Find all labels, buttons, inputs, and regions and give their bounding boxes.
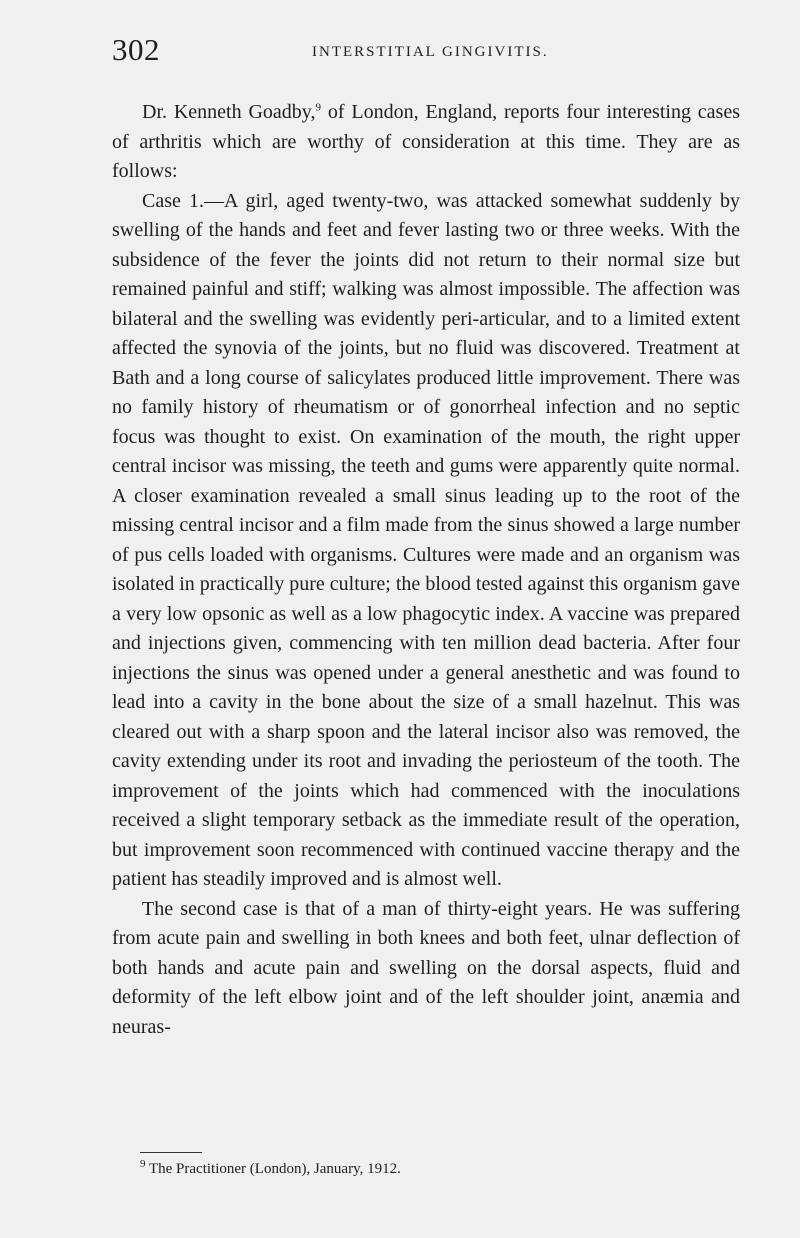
page-header bbox=[112, 34, 732, 74]
body-text bbox=[112, 98, 740, 1042]
footnote-text: The Practitioner (London), January, 1912. bbox=[148, 1161, 401, 1177]
footnote-marker: 9 bbox=[140, 1158, 146, 1170]
paragraph-case-1: Case 1.—A girl, aged twenty-two, was attacked somewhat suddenly by swelling of the hands and feet and fever lasting two or three weeks. With the subsidence of the fever the joints did not return to their normal size but remained painful and stiff; walking was almost impossible. The affection was bilateral and the swelling was evidently peri-articular, and to a limited extent affected the synovia of the joints, but no fluid was discovered. Treatment at Bath and a long course of salicylates produced little improvement. There was no family history of rheumatism or of gonorrheal infection and no septic focus was thought to exist. On examination of the mouth, the right upper central incisor was missing, the teeth and gums were apparently quite normal. A closer examination revealed a small sinus leading up to the root of the missing central incisor and a film made from the sinus showed a large number of pus cells loaded with organisms. Cultures were made and an organism was isolated in practically pure culture; the blood tested against this organism gave a very low opsonic as well as a low phagocytic index. A vaccine was prepared and injections given, commencing with ten million dead bacteria. After four injections the sinus was opened under a general anesthetic and was found to lead into a cavity in the bone about the size of a small hazelnut. This was cleared out with a sharp spoon and the lateral incisor also was removed, the cavity extending under its root and invading the periosteum of the tooth. The improvement of the joints which had commenced with the inoculations received a slight temporary setback as the immediate result of the operation, but improvement soon recommenced with continued vaccine therapy and the patient has steadily improved and is almost well. bbox=[112, 189, 740, 890]
paragraph-intro-text-cont: of London, England, reports four interesting cases of arthritis which are worthy of consideration at this time. They are as follows: bbox=[112, 101, 740, 182]
paragraph-case-2: The second case is that of a man of thirty-eight years. He was suffering from acute pain and swelling in both knees and both feet, ulnar deflection of both hands and acute pain and swelling on the dorsal aspects, fluid and deformity of the left elbow joint and of the left shoulder joint, anæmia and neuras- bbox=[112, 897, 740, 1038]
paragraph-intro-text: Dr. Kenneth Goadby, bbox=[142, 101, 316, 123]
footnote-reference: 9 bbox=[315, 101, 321, 114]
footnote bbox=[140, 1160, 740, 1178]
footnote-divider bbox=[140, 1152, 202, 1153]
running-head: INTERSTITIAL GINGIVITIS. bbox=[312, 44, 549, 60]
paragraph-intro bbox=[112, 98, 740, 187]
page-number: 302 bbox=[112, 32, 160, 67]
